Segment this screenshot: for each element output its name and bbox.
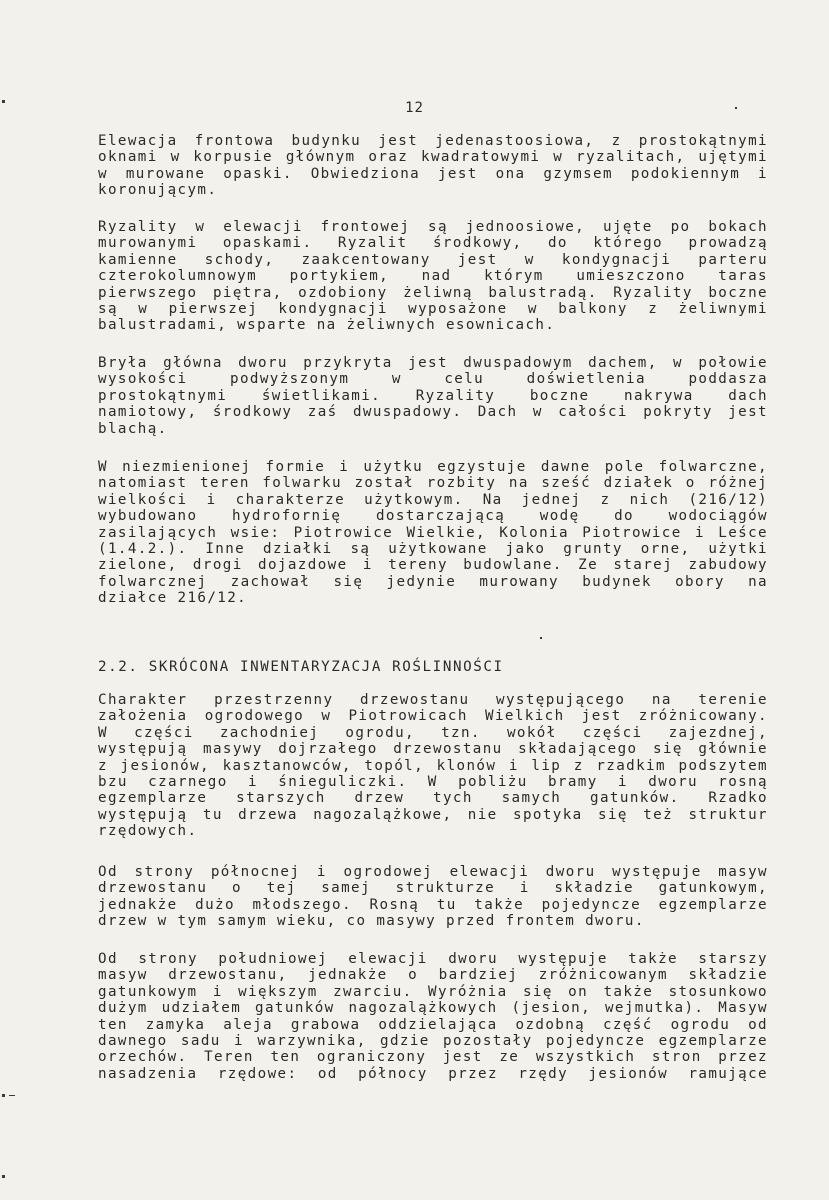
- text-line: wybudowano hydrofornię dostarczającą wodę do wodociągów: [98, 508, 768, 525]
- text-line: pierwszego piętra, ozdobiony żeliwną balustradą. Ryzality boczne: [98, 284, 768, 301]
- text-line: egzemplarze starszych drzew tych samych gatunków. Rzadko: [98, 790, 768, 807]
- text-line: w murowane opaski. Obwiedziona jest ona gzymsem podokiennym i: [98, 165, 768, 182]
- text-line: zasilających wsie: Piotrowice Wielkie, Kolonia Piotrowice i Leśce: [98, 524, 768, 541]
- paragraph-farmland: [98, 459, 768, 607]
- text-line: z jesionów, kasztanowców, topól, klonów i lip z rzadkim podszytem: [98, 757, 768, 774]
- text-line: orzechów. Teren ten ograniczony jest ze wszystkich stron przez: [98, 1049, 768, 1066]
- text-line: namiotowy, środkowy zaś dwuspadowy. Dach w całości pokryty jest: [98, 404, 768, 421]
- scan-mark: [540, 637, 542, 639]
- paragraph-south-side: [98, 951, 768, 1082]
- scan-mark: [2, 1175, 5, 1178]
- text-line: dawnego sadu i warzywnika, gdzie pozostały pojedyncze egzemplarze: [98, 1033, 768, 1050]
- text-line: Ryzality w elewacji frontowej są jednoosiowe, ujęte po bokach: [98, 219, 768, 235]
- text-line: czterokolumnowym portykiem, nad którym umieszczono taras: [98, 268, 768, 285]
- paragraph-roof: [98, 355, 768, 437]
- paragraph-stand-character: [98, 692, 768, 840]
- paragraph-facade: [98, 133, 768, 199]
- page-number: 12: [405, 100, 424, 116]
- text-line: jednakże dużo młodszego. Rosną tu także pojedyncze egzemplarze: [98, 896, 768, 913]
- section-heading: 2.2. SKRÓCONA INWENTARYZACJA ROŚLINNOŚCI: [98, 659, 504, 675]
- text-line: założenia ogrodowego w Piotrowicach Wielkich jest zróżnicowany.: [98, 708, 768, 725]
- text-line: nasadzenia rzędowe: od północy przez rzędy jesionów ramujące: [98, 1065, 768, 1082]
- text-line: Bryła główna dworu przykryta jest dwuspadowym dachem, w połowie: [98, 355, 768, 371]
- text-line: zielone, drogi dojazdowe i tereny budowlane. Ze starej zabudowy: [98, 557, 768, 574]
- text-line: murowanymi opaskami. Ryzalit środkowy, do którego prowadzą: [98, 235, 768, 252]
- text-line: Charakter przestrzenny drzewostanu występującego na terenie: [98, 692, 768, 708]
- text-line: wielkości i charakterze użytkowym. Na jednej z nich (216/12): [98, 491, 768, 508]
- text-line: W niezmienionej formie i użytku egzystuje dawne pole folwarczne,: [98, 459, 768, 475]
- text-line: balustradami, wsparte na żeliwnych esownicach.: [98, 317, 556, 334]
- text-line: rzędowych.: [98, 823, 198, 840]
- text-line: folwarcznej zachował się jedynie murowany budynek obory na: [98, 573, 768, 590]
- text-line: (1.4.2.). Inne działki są użytkowane jako grunty orne, użytki: [98, 541, 768, 558]
- text-line: występują tu drzewa nagozalążkowe, nie spotyka się też struktur: [98, 806, 768, 823]
- text-line: Elewacja frontowa budynku jest jedenastoosiowa, z prostokątnymi: [98, 133, 768, 149]
- text-line: masyw drzewostanu, jednakże o bardziej zróżnicowanym składzie: [98, 967, 768, 984]
- scan-mark: [9, 1095, 15, 1096]
- text-line: działce 216/12.: [98, 590, 248, 607]
- text-line: Od strony północnej i ogrodowej elewacji dworu występuje masyw: [98, 864, 768, 880]
- text-line: są w pierwszej kondygnacji wyposażone w balkony z żeliwnymi: [98, 301, 768, 318]
- text-line: blachą.: [98, 420, 168, 437]
- scan-mark: [2, 1094, 5, 1097]
- text-line: natomiast teren folwarku został rozbity na sześć działek o różnej: [98, 475, 768, 492]
- text-line: dużym udziałem gatunków nagozalążkowych (jesion, wejmutka). Masyw: [98, 1000, 768, 1017]
- text-line: bzu czarnego i śnieguliczki. W pobliżu bramy i dworu rosną: [98, 774, 768, 791]
- text-line: oknami w korpusie głównym oraz kwadratowymi w ryzalitach, ujętymi: [98, 149, 768, 166]
- scan-mark: [735, 107, 737, 109]
- text-line: wysokości podwyższonym w celu doświetlenia poddasza: [98, 371, 768, 388]
- text-line: drzewostanu o tej samej strukturze i składzie gatunkowym,: [98, 880, 768, 897]
- text-line: Od strony południowej elewacji dworu występuje także starszy: [98, 951, 768, 967]
- scan-mark: [2, 100, 5, 103]
- text-line: drzew w tym samym wieku, co masywy przed frontem dworu.: [98, 913, 645, 930]
- paragraph-risalits: [98, 219, 768, 334]
- text-line: ten zamyka aleja grabowa oddzielająca ozdobną część ogrodu od: [98, 1016, 768, 1033]
- text-line: gatunkowym i większym zwarciu. Wyróżnia się on także stosunkowo: [98, 983, 768, 1000]
- paragraph-north-side: [98, 864, 768, 930]
- text-line: koronującym.: [98, 182, 218, 199]
- text-line: kamienne schody, zaakcentowany jest w kondygnacji parteru: [98, 251, 768, 268]
- text-line: W części zachodniej ogrodu, tzn. wokół części zajezdnej,: [98, 724, 768, 741]
- text-line: występują masywy dojrzałego drzewostanu składającego się głównie: [98, 741, 768, 758]
- text-line: prostokątnymi świetlikami. Ryzality boczne nakrywa dach: [98, 387, 768, 404]
